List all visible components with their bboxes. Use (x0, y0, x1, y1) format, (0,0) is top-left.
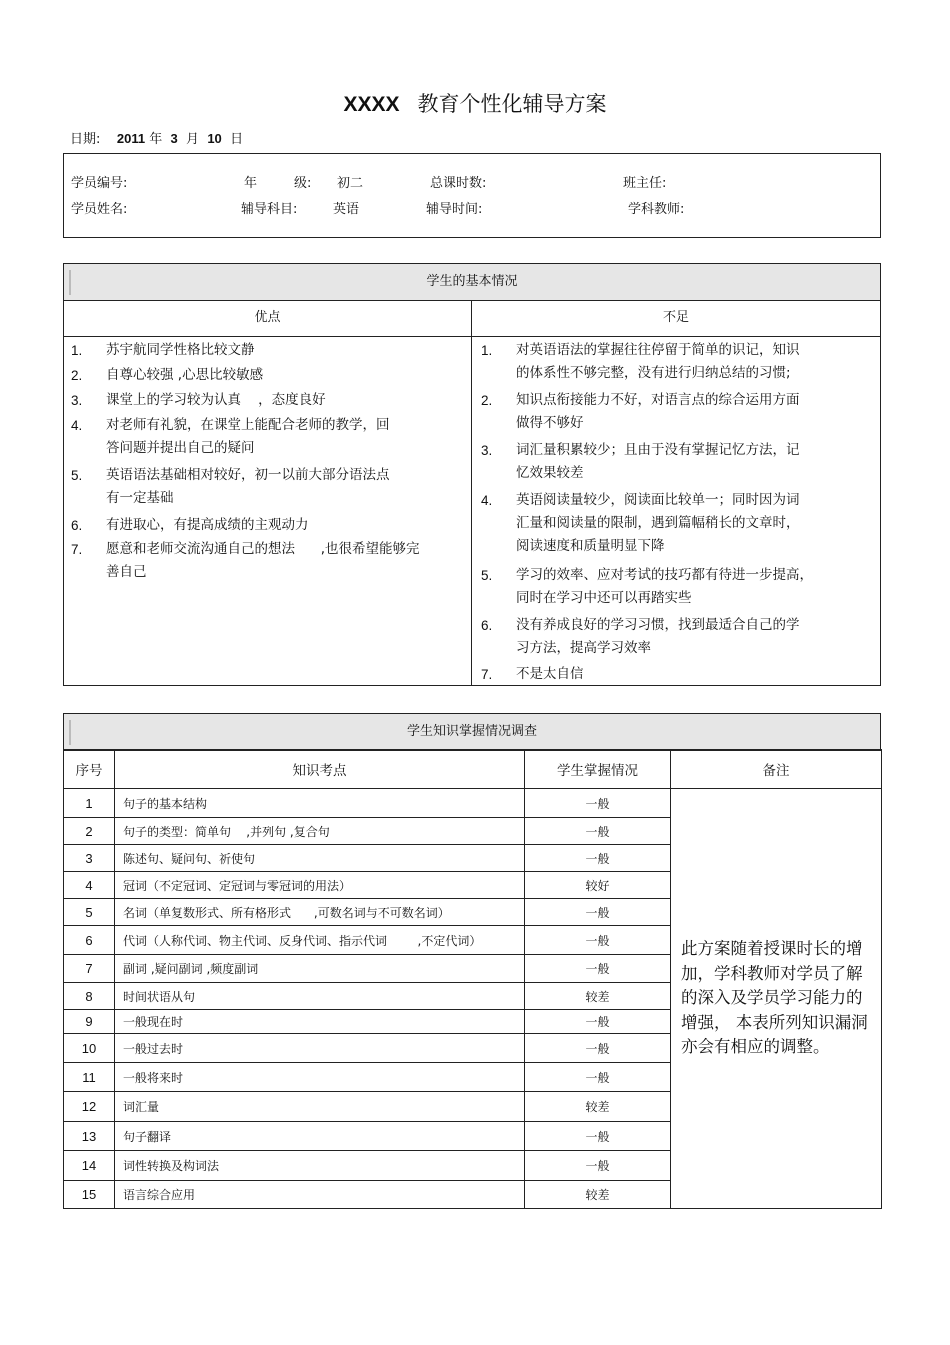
grade-label-2: 级: (294, 176, 312, 191)
pros-num: 2. (71, 368, 83, 383)
cons-text: 习方法，提高学习效率 (516, 640, 651, 656)
pros-text: 苏宇航同学性格比较文静 (106, 342, 255, 358)
table-header-row (64, 750, 882, 789)
row-index: 10 (64, 1034, 115, 1063)
row-topic: 一般将来时 (115, 1063, 525, 1092)
cons-num: 1. (481, 343, 493, 358)
grade-label: 年 (244, 176, 258, 191)
row-level: 一般 (525, 789, 671, 818)
row-index: 3 (64, 845, 115, 872)
row-topic: 代词（人称代词、物主代词、反身代词、指示代词 ,不定代词） (115, 926, 525, 955)
cons-text: 同时在学习中还可以再踏实些 (516, 590, 692, 606)
pros-num: 7. (71, 542, 83, 557)
basic-situation-heading (63, 263, 881, 301)
head-teacher-label: 班主任: (623, 176, 667, 191)
row-level: 一般 (525, 1010, 671, 1034)
pros-num: 3. (71, 393, 83, 408)
cons-text: 阅读速度和质量明显下降 (516, 538, 665, 554)
cons-text: 做得不够好 (516, 415, 584, 431)
pros-cons-columns (63, 300, 881, 686)
subject-teacher-label: 学科教师: (628, 202, 685, 217)
date-year-unit: 年 (149, 132, 163, 147)
row-index: 15 (64, 1181, 115, 1209)
row-topic: 句子的类型：简单句 ,并列句 ,复合句 (115, 818, 525, 845)
cons-num: 2. (481, 393, 493, 408)
student-name-label: 学员姓名: (71, 202, 128, 217)
row-level: 一般 (525, 845, 671, 872)
cons-text: 汇量和阅读量的限制，遇到篇幅稍长的文章时， (516, 515, 800, 531)
pros-text: 答问题并提出自己的疑问 (106, 440, 255, 456)
row-level: 一般 (525, 955, 671, 983)
row-index: 8 (64, 983, 115, 1010)
cons-num: 3. (481, 443, 493, 458)
row-level: 一般 (525, 899, 671, 926)
row-index: 5 (64, 899, 115, 926)
row-level: 较差 (525, 1092, 671, 1122)
cons-text: 对英语语法的掌握往往停留于简单的识记，知识 (516, 342, 800, 358)
pros-heading: 优点 (64, 300, 471, 337)
cons-text: 没有养成良好的学习习惯，找到最适合自己的学 (516, 617, 800, 633)
cons-text: 不是太自信 (516, 666, 584, 682)
pros-text: 英语语法基础相对较好，初一以前大部分语法点 (106, 467, 390, 483)
page-title (0, 88, 950, 118)
row-topic: 冠词（不定冠词、定冠词与零冠词的用法） (115, 872, 525, 899)
title-text: 教育个性化辅导方案 (417, 92, 607, 116)
row-index: 9 (64, 1010, 115, 1034)
pros-text: 愿意和老师交流沟通自己的想法 ,也很希望能够完 (106, 541, 420, 557)
date-line (70, 128, 243, 147)
col-header-index: 序号 (64, 750, 115, 789)
row-index: 12 (64, 1092, 115, 1122)
row-level: 较差 (525, 1181, 671, 1209)
subject-label: 辅导科目: (241, 202, 298, 217)
pros-num: 5. (71, 468, 83, 483)
row-topic: 一般现在时 (115, 1010, 525, 1034)
pros-text: 善自己 (106, 564, 147, 580)
knowledge-table (63, 749, 882, 1209)
date-month-unit: 月 (186, 132, 200, 147)
knowledge-survey-heading (63, 713, 881, 751)
date-day-unit: 日 (230, 132, 244, 147)
date-day: 10 (207, 131, 222, 146)
survey-heading-text: 学生知识掌握情况调查 (406, 724, 537, 739)
row-index: 1 (64, 789, 115, 818)
row-level: 一般 (525, 926, 671, 955)
pros-text: 自尊心较强 ,心思比较敏感 (106, 367, 264, 383)
cons-num: 5. (481, 568, 493, 583)
row-topic: 词性转换及构词法 (115, 1151, 525, 1181)
knowledge-survey-section (63, 713, 881, 1206)
row-index: 14 (64, 1151, 115, 1181)
row-topic: 名词（单复数形式、所有格形式 ,可数名词与不可数名词） (115, 899, 525, 926)
row-level: 一般 (525, 1034, 671, 1063)
note-cell: 此方案随着授课时长的增加，学科教师对学员了解的深入及学员学习能力的增强， 本表所列知识漏洞亦会有相应的调整。 (671, 789, 882, 1209)
cons-num: 4. (481, 493, 493, 508)
row-index: 6 (64, 926, 115, 955)
cons-text: 学习的效率、应对考试的技巧都有待进一步提高， (516, 567, 813, 583)
row-topic: 一般过去时 (115, 1034, 525, 1063)
row-index: 11 (64, 1063, 115, 1092)
student-info-box (63, 153, 881, 238)
student-id-label: 学员编号: (71, 176, 128, 191)
col-header-topic: 知识考点 (115, 750, 525, 789)
pros-text: 课堂上的学习较为认真 ，态度良好 (106, 392, 326, 408)
cons-num: 6. (481, 618, 493, 633)
cons-text: 忆效果较差 (516, 465, 584, 481)
basic-heading-text: 学生的基本情况 (426, 274, 518, 289)
table-row (64, 789, 882, 818)
row-topic: 陈述句、疑问句、祈使句 (115, 845, 525, 872)
row-topic: 语言综合应用 (115, 1181, 525, 1209)
title-bold: XXXX (343, 93, 400, 116)
cons-num: 7. (481, 667, 493, 682)
row-level: 较好 (525, 872, 671, 899)
basic-situation-section (63, 263, 881, 686)
row-index: 13 (64, 1122, 115, 1151)
cons-text: 英语阅读量较少，阅读面比较单一；同时因为词 (516, 492, 800, 508)
pros-text: 有一定基础 (106, 490, 174, 506)
cons-text: 知识点衔接能力不好，对语言点的综合运用方面 (516, 392, 800, 408)
row-topic: 时间状语从句 (115, 983, 525, 1010)
pros-num: 1. (71, 343, 83, 358)
row-topic: 句子翻译 (115, 1122, 525, 1151)
heading-bar (69, 720, 71, 745)
row-index: 4 (64, 872, 115, 899)
subject-value: 英语 (333, 202, 360, 217)
pros-text: 有进取心，有提高成绩的主观动力 (106, 517, 309, 533)
date-year: 2011 (116, 131, 146, 146)
row-index: 7 (64, 955, 115, 983)
pros-num: 6. (71, 518, 83, 533)
total-hours-label: 总课时数: (430, 176, 487, 191)
cons-text: 的体系性不够完整，没有进行归纳总结的习惯; (516, 365, 791, 381)
row-topic: 副词 ,疑问副词 ,频度副词 (115, 955, 525, 983)
pros-num: 4. (71, 418, 83, 433)
column-divider (471, 300, 472, 686)
row-level: 一般 (525, 1151, 671, 1181)
row-level: 一般 (525, 818, 671, 845)
col-header-note: 备注 (671, 750, 882, 789)
row-level: 一般 (525, 1122, 671, 1151)
cons-heading: 不足 (472, 300, 880, 337)
col-header-level: 学生掌握情况 (525, 750, 671, 789)
cons-text: 词汇量积累较少；且由于没有掌握记忆方法，记 (516, 442, 800, 458)
row-topic: 句子的基本结构 (115, 789, 525, 818)
row-level: 一般 (525, 1063, 671, 1092)
tutor-time-label: 辅导时间: (426, 202, 483, 217)
row-level: 较差 (525, 983, 671, 1010)
heading-bar (69, 270, 71, 295)
grade-value: 初二 (337, 176, 364, 191)
date-label: 日期: (70, 132, 101, 147)
pros-text: 对老师有礼貌，在课堂上能配合老师的教学，回 (106, 417, 390, 433)
row-index: 2 (64, 818, 115, 845)
date-month: 3 (170, 131, 178, 146)
row-topic: 词汇量 (115, 1092, 525, 1122)
